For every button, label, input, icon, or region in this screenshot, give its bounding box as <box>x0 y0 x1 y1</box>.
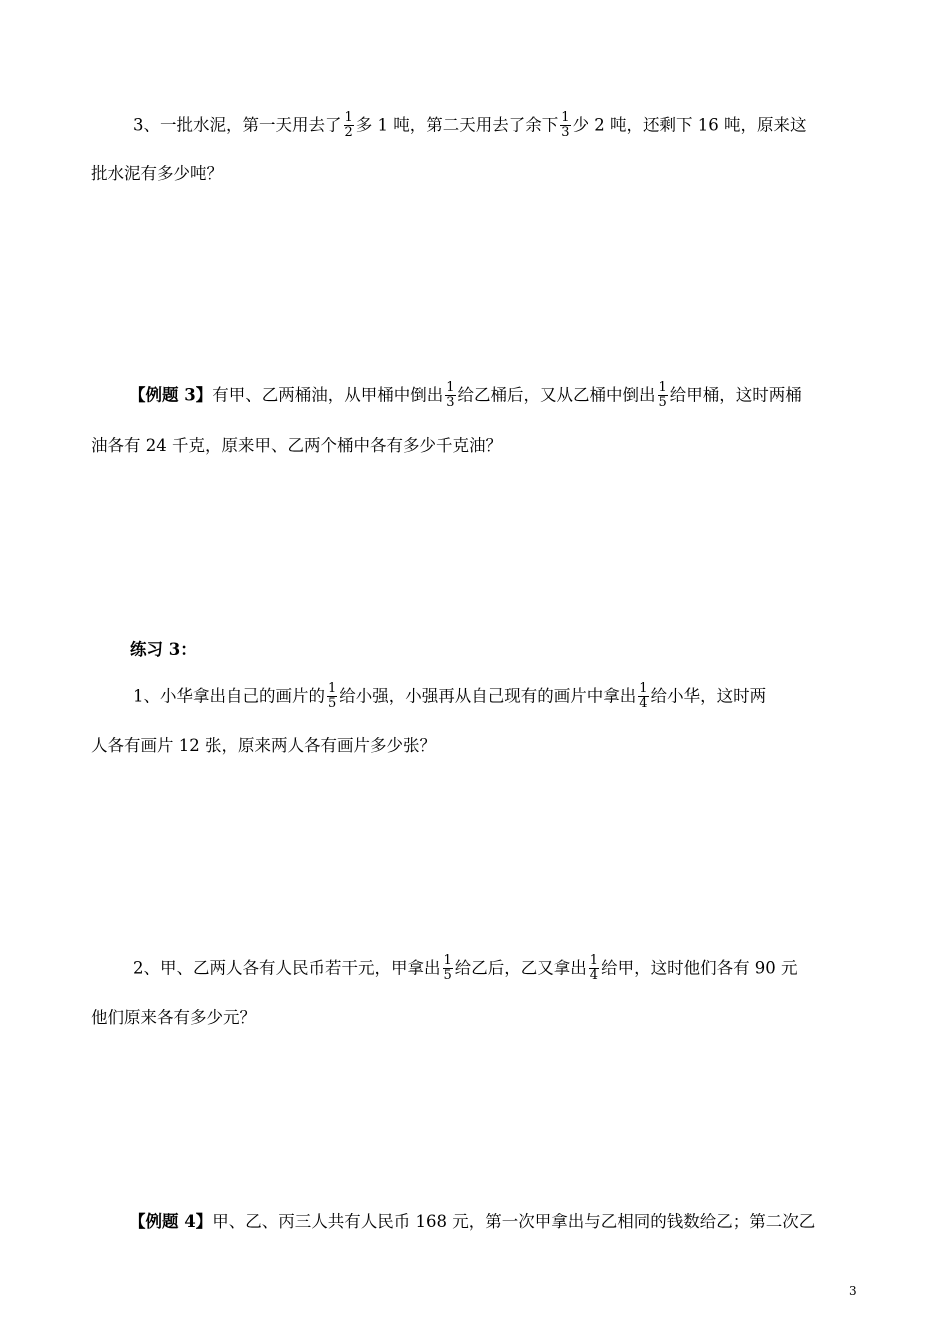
problem-3-line-1 <box>133 112 807 140</box>
fraction <box>560 111 570 139</box>
text: 多 1 吨，第二天用去了余下 <box>355 115 559 135</box>
denominator: 3 <box>446 394 455 410</box>
example-3-line-1 <box>129 382 802 410</box>
denominator: 5 <box>443 967 452 983</box>
fraction <box>443 954 453 982</box>
text: 给乙桶后，又从乙桶中倒出 <box>457 385 656 405</box>
numerator: 1 <box>561 110 570 125</box>
problem-number: 1 <box>133 686 144 706</box>
denominator: 3 <box>561 124 570 140</box>
page-number: 3 <box>849 1284 857 1298</box>
practice-3-q1-line-2: 人各有画片 12 张，原来两人各有画片多少张？ <box>91 736 436 755</box>
text: 甲、乙、丙三人共有人民币 168 元，第一次甲拿出与乙相同的钱数给乙；第二次乙 <box>212 1212 816 1231</box>
practice-heading: 练习 3： <box>130 640 197 659</box>
fraction <box>445 381 455 409</box>
denominator: 5 <box>658 394 667 410</box>
numerator: 1 <box>446 380 455 395</box>
text: 给小华，这时两 <box>650 686 767 706</box>
denominator: 4 <box>639 695 648 711</box>
numerator: 1 <box>658 380 667 395</box>
text: 给甲桶，这时两桶 <box>669 385 802 405</box>
practice-3-q1-line-1 <box>133 683 766 711</box>
practice-3-q2-line-2: 他们原来各有多少元？ <box>91 1008 256 1027</box>
text: 给小强，小强再从自己现有的画片中拿出 <box>339 686 637 706</box>
text: 甲、乙两人各有人民币若干元，甲拿出 <box>160 958 441 978</box>
numerator: 1 <box>443 953 452 968</box>
example-3-line-2: 油各有 24 千克，原来甲、乙两个桶中各有多少千克油？ <box>91 436 502 455</box>
problem-3-line-2: 批水泥有多少吨？ <box>91 164 223 183</box>
example-label: 【例题 3】 <box>129 385 213 405</box>
example-label: 【例题 4】 <box>129 1212 213 1231</box>
separator: 、 <box>143 958 160 978</box>
text: 给甲，这时他们各有 90 元 <box>601 958 798 978</box>
numerator: 1 <box>639 681 648 696</box>
denominator: 2 <box>344 124 353 140</box>
separator: 、 <box>143 115 160 135</box>
fraction <box>658 381 668 409</box>
numerator: 1 <box>328 681 337 696</box>
numerator: 1 <box>344 110 353 125</box>
text: 少 2 吨，还剩下 16 吨，原来这 <box>572 115 807 135</box>
fraction <box>344 111 354 139</box>
text: 有甲、乙两桶油，从甲桶中倒出 <box>212 385 444 405</box>
fraction <box>589 954 599 982</box>
denominator: 4 <box>589 967 599 983</box>
text: 一批水泥，第一天用去了 <box>160 115 342 135</box>
text: 小华拿出自己的画片的 <box>160 686 325 706</box>
text: 给乙后，乙又拿出 <box>454 958 587 978</box>
numerator: 1 <box>589 953 599 968</box>
fraction <box>638 682 648 710</box>
practice-3-q2-line-1 <box>133 955 798 983</box>
example-4-line-1 <box>129 1214 815 1231</box>
problem-number: 2 <box>133 958 144 978</box>
denominator: 5 <box>328 695 337 711</box>
problem-number: 3 <box>133 115 144 135</box>
fraction <box>327 682 337 710</box>
separator: 、 <box>143 686 160 706</box>
